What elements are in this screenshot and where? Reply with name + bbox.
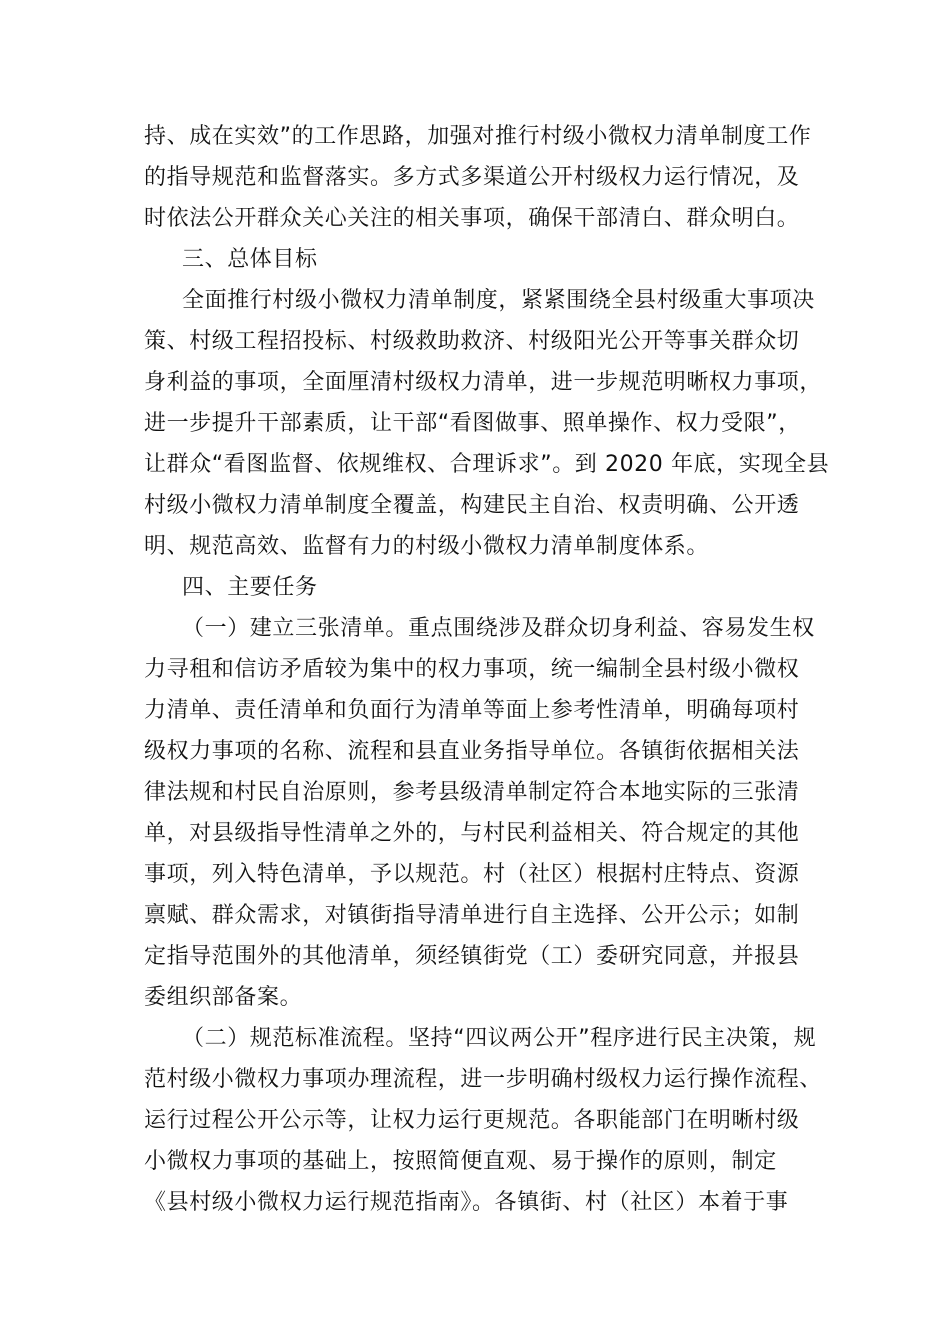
paragraph-line: 运行过程公开公示等，让权力运行更规范。各职能部门在明晰村级 (144, 1108, 800, 1133)
paragraph-line: 委组织部备案。 (144, 985, 303, 1010)
paragraph-line: 明、规范高效、监督有力的村级小微权力清单制度体系。 (144, 534, 710, 559)
paragraph-line: 让群众“看图监督、依规维权、合理诉求”。到 2020 年底，实现全县 (144, 452, 830, 477)
section-heading: 四、主要任务 (182, 575, 318, 600)
paragraph-line: 单，对县级指导性清单之外的，与村民利益相关、符合规定的其他 (144, 821, 800, 846)
paragraph-line: 持、成在实效”的工作思路，加强对推行村级小微权力清单制度工作 (144, 124, 812, 149)
paragraph-line: 禀赋、群众需求，对镇街指导清单进行自主选择、公开公示；如制 (144, 903, 800, 928)
paragraph-line: 进一步提升干部素质，让干部“看图做事、照单操作、权力受限”， (144, 411, 801, 436)
paragraph-line: 全面推行村级小微权力清单制度，紧紧围绕全县村级重大事项决 (182, 288, 815, 313)
section-heading: 三、总体目标 (182, 247, 318, 272)
paragraph-line: 范村级小微权力事项办理流程，进一步明确村级权力运行操作流程、 (144, 1067, 823, 1092)
paragraph-line: 事项，列入特色清单，予以规范。村（社区）根据村庄特点、资源 (144, 862, 800, 887)
paragraph-line: 小微权力事项的基础上，按照简便直观、易于操作的原则，制定 (144, 1149, 777, 1174)
paragraph-line: 身利益的事项，全面厘清村级权力清单，进一步规范明晰权力事项， (144, 370, 823, 395)
paragraph-line: 《县村级小微权力运行规范指南》。各镇街、村（社区）本着于事 (144, 1190, 789, 1215)
paragraph-line: 定指导范围外的其他清单，须经镇街党（工）委研究同意，并报县 (144, 944, 800, 969)
paragraph-line: 律法规和村民自治原则，参考县级清单制定符合本地实际的三张清 (144, 780, 800, 805)
paragraph-line: 的指导规范和监督落实。多方式多渠道公开村级权力运行情况，及 (144, 165, 800, 190)
paragraph-line: （一）建立三张清单。重点围绕涉及群众切身利益、容易发生权 (182, 616, 815, 641)
paragraph-line: 时依法公开群众关心关注的相关事项，确保干部清白、群众明白。 (144, 206, 800, 231)
paragraph-line: （二）规范标准流程。坚持“四议两公开”程序进行民主决策，规 (182, 1026, 817, 1051)
paragraph-line: 力寻租和信访矛盾较为集中的权力事项，统一编制全县村级小微权 (144, 657, 800, 682)
paragraph-line: 村级小微权力清单制度全覆盖，构建民主自治、权责明确、公开透 (144, 493, 800, 518)
paragraph-line: 策、村级工程招投标、村级救助救济、村级阳光公开等事关群众切 (144, 329, 800, 354)
paragraph-line: 力清单、责任清单和负面行为清单等面上参考性清单，明确每项村 (144, 698, 800, 723)
paragraph-line: 级权力事项的名称、流程和县直业务指导单位。各镇街依据相关法 (144, 739, 800, 764)
